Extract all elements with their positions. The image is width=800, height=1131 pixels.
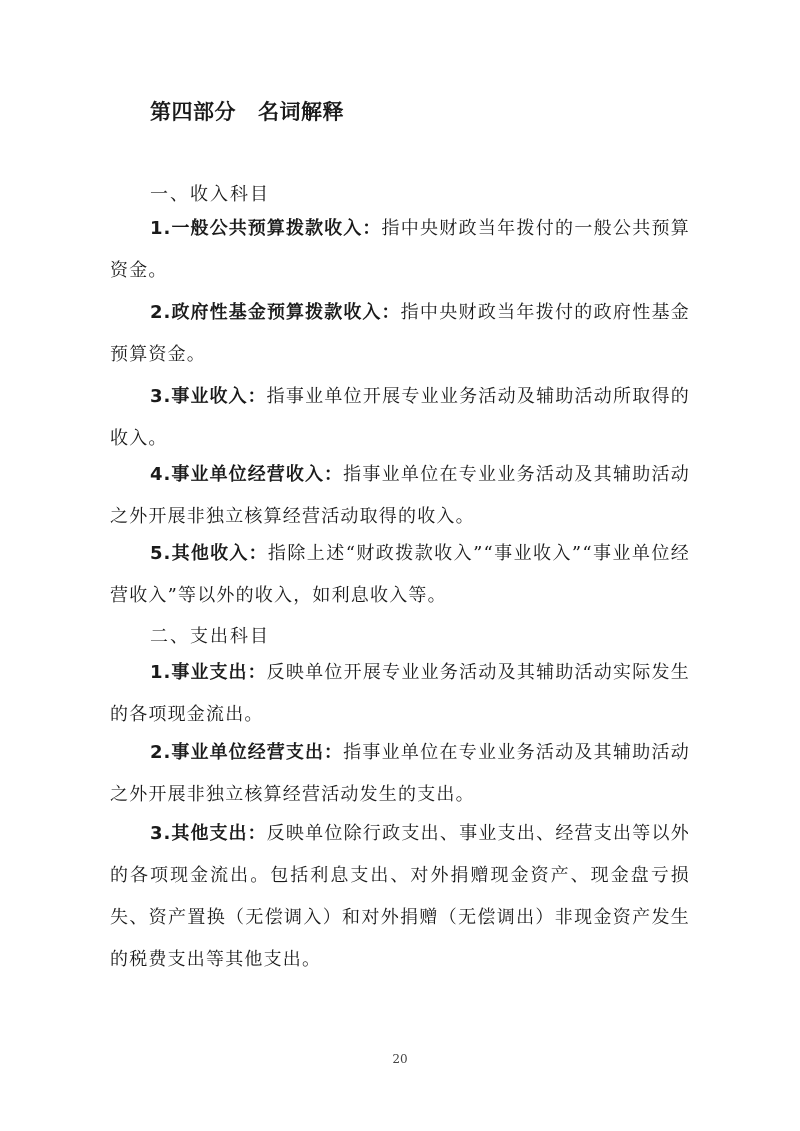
part-name: 名词解释 (258, 100, 344, 124)
item-text: 指中央财政当年拨付的一般公共预算资金。 (110, 218, 690, 281)
item-text: 指除上述“财政拨款收入”“事业收入”“事业单位经营收入”等以外的收入，如利息收入等。 (110, 543, 690, 606)
income-section-heading: 一、收入科目 (150, 184, 270, 205)
item-term: 1.一般公共预算拨款收入： (150, 218, 382, 239)
item-term: 4.事业单位经营收入： (150, 464, 344, 485)
item-text: 指事业单位在专业业务活动及其辅助活动之外开展非独立核算经营活动发生的支出。 (110, 742, 690, 805)
part-label: 第四部分 (150, 100, 236, 124)
expense-section-heading: 二、支出科目 (150, 626, 270, 647)
item-term: 2.政府性基金预算拨款收入： (150, 302, 401, 323)
income-item-business (110, 376, 690, 460)
item-term: 5.其他收入： (150, 543, 268, 564)
income-item-other (110, 533, 690, 617)
item-text: 指事业单位开展专业业务活动及辅助活动所取得的收入。 (110, 386, 690, 449)
expense-item-operating (110, 732, 690, 816)
part-title (150, 96, 344, 126)
income-item-operating (110, 454, 690, 538)
expense-item-business (110, 652, 690, 736)
item-term: 2.事业单位经营支出： (150, 742, 344, 763)
item-term: 1.事业支出： (150, 662, 267, 683)
item-text: 指事业单位在专业业务活动及其辅助活动之外开展非独立核算经营活动取得的收入。 (110, 464, 690, 527)
item-text: 指中央财政当年拨付的政府性基金预算资金。 (110, 302, 690, 365)
item-term: 3.事业收入： (150, 386, 267, 407)
expense-item-other (110, 813, 690, 981)
income-item-general-budget (110, 208, 690, 292)
item-text: 反映单位开展专业业务活动及其辅助活动实际发生的各项现金流出。 (110, 662, 690, 725)
item-term: 3.其他支出： (150, 823, 267, 844)
page-number: 20 (392, 1052, 408, 1066)
item-text: 反映单位除行政支出、事业支出、经营支出等以外的各项现金流出。包括利息支出、对外捐赠现金资产、现金盘亏损失、资产置换（无偿调入）和对外捐赠（无偿调出）非现金资产发生的税费支出等其他支出。 (110, 823, 690, 970)
income-item-fund-budget (110, 292, 690, 376)
